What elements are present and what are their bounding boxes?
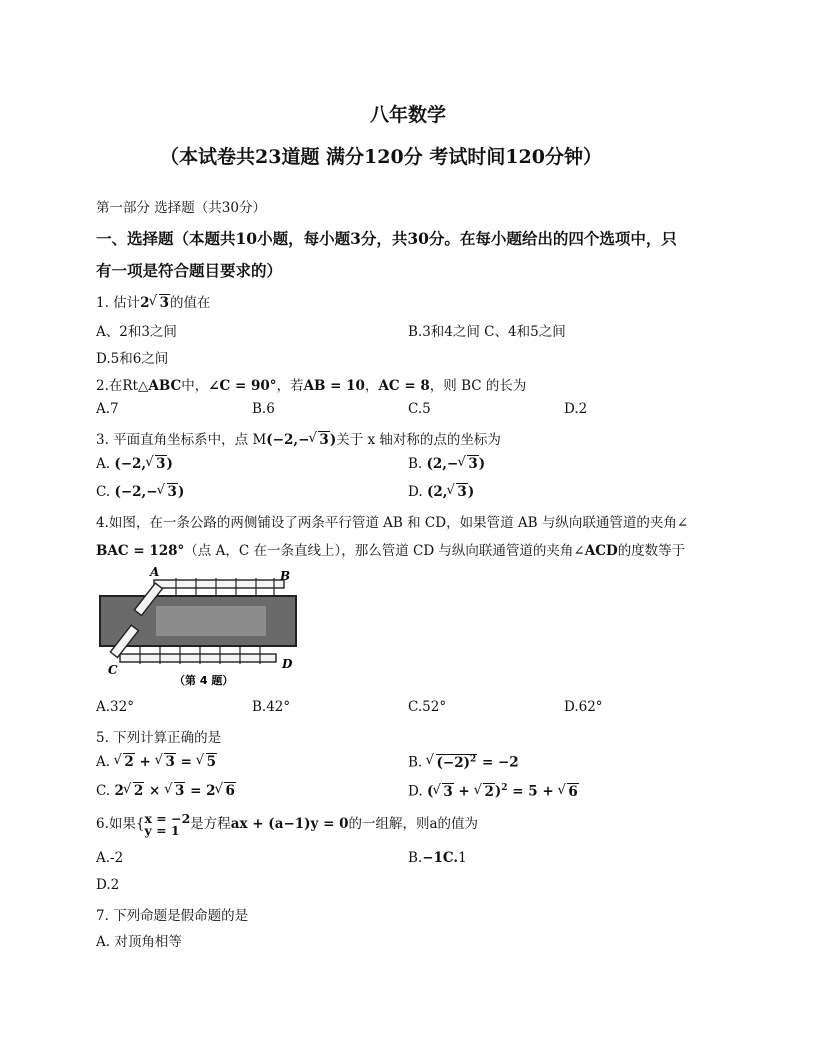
q5-b-inner: (−2) [436,754,470,771]
q6-equation: ax + (a−1)y = 0 [230,816,349,832]
q3-c-radicand: 3 [167,484,177,500]
q4-option-b: B.42° [252,699,291,715]
q3-d-radical [447,484,467,500]
q6-system-bottom: y = 1 [144,822,180,838]
q5-d-open: ( [426,783,434,800]
q4-option-a: A.32° [96,699,134,715]
q6-option-d: D.2 [96,877,120,893]
q1-coef: 2 [140,295,150,311]
fig-label-d: D [282,657,293,671]
part-heading: 第一部分 选择题（共30分） [96,200,266,216]
q3-d-close: ) [467,484,475,500]
q3-b-label: B. [408,456,427,472]
q5-c-rad2 [124,783,144,799]
fig-caption: （第 4 题） [174,674,234,687]
q2-ac: AC = 8 [378,378,430,394]
q3-post: 关于 x 轴对称的点的坐标为 [336,432,501,448]
q3-radicand: 3 [319,432,329,448]
q3-c-radical [158,484,178,500]
q5-d-rad3 [433,784,453,800]
q3-a-close: ) [166,456,173,472]
q1-pre: 1. 估计 [96,295,141,311]
q5-d-rad2 [474,784,494,800]
q5-a-r2: 2 [124,754,134,770]
q4-acd: ACD [584,543,618,559]
q3-a-radicand: 3 [156,456,166,472]
road-highlight [156,606,266,636]
q5-c-rad6 [215,783,235,799]
q3-option-d [408,484,474,500]
pipe-ab [154,580,284,588]
q6-post: 的一组解，则a的值为 [348,816,479,832]
question-5-stem: 5. 下列计算正确的是 [96,730,222,746]
q1-option-bc: B.3和4之间 C、4和5之间 [408,324,566,340]
question-3-stem [96,428,501,448]
q3-b-close: ) [478,456,486,472]
q2-option-c: C.5 [408,401,431,417]
q5-c-r3: 3 [174,783,185,799]
fig-label-c: C [108,663,118,677]
q4-figure-svg [96,566,306,690]
q2-post: ，则 BC 的长为 [429,378,527,394]
q1-radicand: 3 [159,295,169,311]
q5-option-c [96,783,236,799]
q1-option-d: D.5和6之间 [96,351,169,367]
q5-a-label: A. [96,754,115,770]
q2-option-a: A.7 [96,401,119,417]
q4-angle: BAC = 128° [96,543,185,559]
q5-a-rad5 [197,754,217,770]
q5-a-r3: 3 [165,754,175,770]
q6-system [144,810,191,838]
question-1-stem [96,291,210,311]
q3-d-radicand: 3 [457,484,467,500]
q5-c-op: × [144,783,165,799]
q1-option-a: A、2和3之间 [96,324,177,340]
q4-figure [96,566,306,690]
page-subtitle: （本试卷共23道题 满分120分 考试时间120分钟） [160,146,602,168]
q5-a-rad2 [114,754,134,770]
q5-d-op: + [453,783,475,800]
q5-d-r6: 6 [568,783,578,800]
q5-d-r2: 2 [484,783,494,800]
q5-d-sup: 2 [501,783,508,793]
q2-pre: 2.在Rt [96,378,138,394]
q6-option-a: A.-2 [96,850,124,866]
q3-b-point: (2,− [426,456,459,472]
q2-comma: ， [364,378,379,394]
q5-option-a [96,754,217,770]
question-7-stem: 7. 下列命题是假命题的是 [96,908,249,924]
q5-c-r2: 2 [133,783,144,799]
q3-a-radical [146,456,166,472]
q4-mid: （点 A，C 在一条直线上），那么管道 CD 与纵向联通管道的夹角∠ [184,543,585,559]
q5-option-d [408,783,579,800]
q6-pre: 6.如果{ [96,816,145,832]
q5-b-eq: = −2 [477,754,519,771]
page-title: 八年数学 [370,104,447,126]
q5-a-rad3 [155,754,175,770]
question-4-stem-line1: 4.如图，在一条公路的两侧铺设了两条平行管道 AB 和 CD，如果管道 AB 与纵向联通管道的夹角∠ [96,515,689,531]
q5-d-eq: = 5 + [507,783,559,800]
q5-c-label: C. [96,783,115,799]
q4-option-c: C.52° [408,699,447,715]
q3-option-a [96,456,173,472]
q3-option-c [96,484,184,500]
q3-close: ) [329,432,337,448]
q3-b-radical [458,456,478,472]
q3-b-radicand: 3 [468,456,478,472]
q4-post: 的度数等于 [617,543,686,559]
q3-radical [309,432,329,448]
q3-point: (−2,− [266,432,310,448]
section-heading-line1: 一、选择题（本题共10小题，每小题3分，共30分。在每小题给出的四个选项中，只 [96,229,677,248]
pipe-cd [120,654,276,662]
q1-post: 的值在 [169,295,211,311]
q3-a-label: A. [96,456,115,472]
q6-b-label: B. [408,850,423,866]
q4-option-d: D.62° [564,699,603,715]
question-2-stem [96,374,526,394]
q5-a-op: + [134,754,156,770]
q3-c-point: (−2,− [114,484,158,500]
section-heading-line2: 有一项是符合题目要求的） [96,261,283,280]
q5-c-coef: 2 [114,783,124,799]
q5-d-r3: 3 [443,783,453,800]
q5-a-r5: 5 [206,754,216,770]
q5-a-eq: = [175,754,197,770]
q7-option-a: A. 对顶角相等 [96,934,182,950]
q2-option-d: D.2 [564,401,588,417]
q3-d-label: D. [408,484,427,500]
question-6-stem [96,812,478,837]
q3-option-b [408,456,485,472]
q3-a-point: (−2, [114,456,147,472]
q5-c-r6: 6 [225,783,235,799]
q2-angle: ∠C = 90° [208,378,277,394]
q5-b-label: B. [408,754,427,771]
q2-option-b: B.6 [252,401,275,417]
q2-ab: AB = 10 [303,378,365,394]
q2-mid1: 中， [181,378,209,394]
q3-c-label: C. [96,484,115,500]
question-4-stem-line2 [96,539,685,559]
q3-d-point: (2, [426,484,448,500]
q6-system-top: x = −2 [144,810,191,826]
q3-pre: 3. 平面直角坐标系中，点 M [96,432,267,448]
fig-label-b: B [280,569,291,583]
q5-d-label: D. [408,783,427,800]
q5-c-rad3 [165,783,185,799]
q5-b-radicand [436,754,478,771]
q5-d-close: ) [494,783,502,800]
q2-mid2: ，若 [276,378,304,394]
q5-d-rad6 [558,784,578,800]
q1-radical [150,295,170,311]
q3-c-close: ) [177,484,185,500]
q6-option-bc [408,850,467,866]
q5-b-sup: 2 [470,754,477,764]
q5-c-eq: = 2 [185,783,216,799]
q5-b-radical [427,754,478,771]
fig-label-a: A [150,566,160,579]
q6-c-value: 1 [458,850,467,866]
q5-option-b [408,754,519,771]
q6-b-value: −1C. [422,850,459,866]
q6-mid: 是方程 [190,816,231,832]
q2-triangle: △ABC [137,378,182,394]
